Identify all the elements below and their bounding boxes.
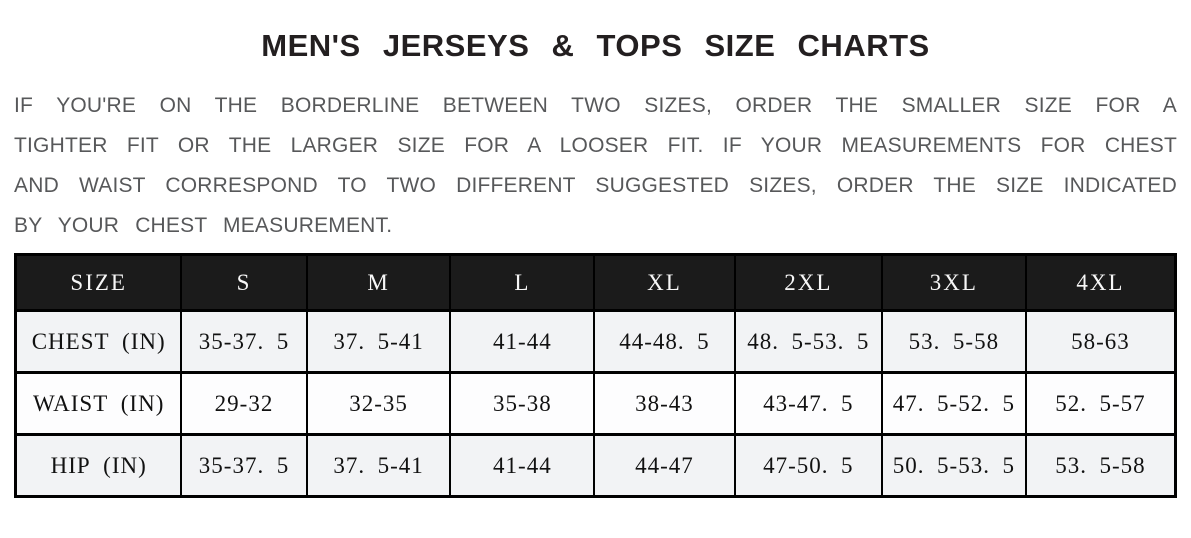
column-header-m: M [307,255,451,311]
column-header-l: L [450,255,594,311]
column-header-4xl: 4XL [1026,255,1176,311]
size-cell: 35-37. 5 [181,311,306,373]
size-cell: 58-63 [1026,311,1176,373]
intro-paragraph [14,86,1177,246]
table-row-waist [16,373,1176,435]
intro-line-3: AND WAIST CORRESPOND TO TWO DIFFERENT SUGGESTED SIZES, ORDER THE SIZE INDICATED [14,174,1177,197]
size-cell: 44-47 [594,435,734,497]
size-cell: 37. 5-41 [307,311,451,373]
size-cell: 41-44 [450,311,594,373]
intro-line-2: TIGHTER FIT OR THE LARGER SIZE FOR A LOOSER FIT. IF YOUR MEASUREMENTS FOR CHEST [14,134,1177,157]
size-cell: 47-50. 5 [735,435,882,497]
size-cell: 53. 5-58 [1026,435,1176,497]
size-cell: 48. 5-53. 5 [735,311,882,373]
table-row-chest [16,311,1176,373]
size-cell: 35-37. 5 [181,435,306,497]
size-cell: 32-35 [307,373,451,435]
header-row [16,255,1176,311]
size-cell: 29-32 [181,373,306,435]
size-cell: 52. 5-57 [1026,373,1176,435]
size-chart-table [14,253,1177,498]
size-cell: 41-44 [450,435,594,497]
column-header-xl: XL [594,255,734,311]
size-cell: 43-47. 5 [735,373,882,435]
row-label-chest: CHEST (IN) [16,311,182,373]
column-header-size: SIZE [16,255,182,311]
size-cell: 44-48. 5 [594,311,734,373]
size-cell: 47. 5-52. 5 [882,373,1026,435]
size-cell: 37. 5-41 [307,435,451,497]
size-chart-page [0,28,1191,498]
column-header-s: S [181,255,306,311]
size-cell: 50. 5-53. 5 [882,435,1026,497]
page-title: MEN'S JERSEYS & TOPS SIZE CHARTS [261,28,930,63]
size-cell: 53. 5-58 [882,311,1026,373]
table-row-hip [16,435,1176,497]
size-cell: 35-38 [450,373,594,435]
column-header-2xl: 2XL [735,255,882,311]
size-cell: 38-43 [594,373,734,435]
intro-line-4: BY YOUR CHEST MEASUREMENT. [14,214,393,237]
column-header-3xl: 3XL [882,255,1026,311]
intro-line-1: IF YOU'RE ON THE BORDERLINE BETWEEN TWO SIZES, ORDER THE SMALLER SIZE FOR A [14,94,1177,117]
row-label-hip: HIP (IN) [16,435,182,497]
row-label-waist: WAIST (IN) [16,373,182,435]
